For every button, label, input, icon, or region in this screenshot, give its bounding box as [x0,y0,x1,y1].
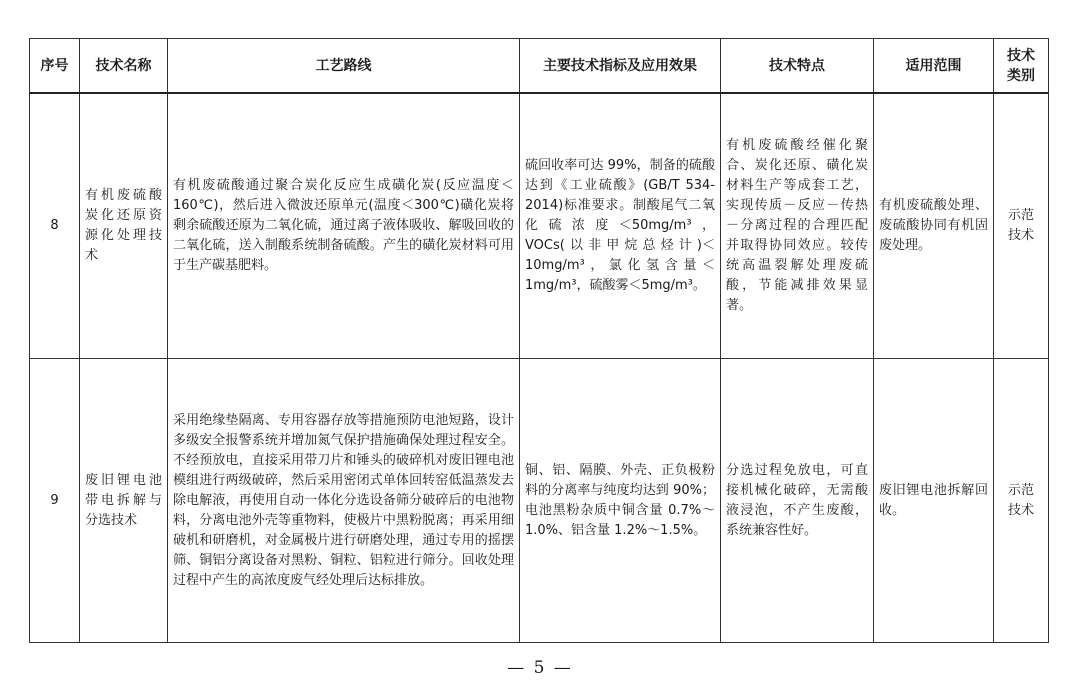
row-features: 有机废硫酸经催化聚合、炭化还原、磺化炭材料生产等成套工艺，实现传质－反应－传热－分离过程的合理匹配并取得协同效应。较传统高温裂解处理废硫酸，节能减排效果显著。 [721,93,874,359]
row-indicators: 硫回收率可达 99%，制备的硫酸达到《工业硫酸》(GB/T 534-2014)标准要求。制酸尾气二氧化硫浓度＜50mg/m³，VOCs(以非甲烷总烃计)＜10mg/m³，氯化氢含量＜1mg/m³，硫酸雾＜5mg/m³。 [520,93,721,359]
header-route: 工艺路线 [168,39,520,93]
row-tech-name: 有机废硫酸炭化还原资源化处理技术 [80,93,168,359]
row-seq: 8 [30,93,80,359]
header-category-line2: 类别 [1007,68,1035,85]
header-name: 技术名称 [80,39,168,93]
row-category-line1: 示范 [1007,207,1034,223]
header-features: 技术特点 [721,39,874,93]
row-category-line1: 示范 [1007,482,1034,498]
row-process-route: 采用绝缘垫隔离、专用容器存放等措施预防电池短路，设计多级安全报警系统并增加氮气保护措施确保处理过程安全。不经预放电，直接采用带刀片和锤头的破碎机对废旧锂电池模组进行两级破碎，然后采用密闭式单体回转窑低温蒸发去除电解液，再使用自动一体化分选设备筛分破碎后的电池物料，分离电池外壳等重物料，使极片中黑粉脱离；再采用细破机和研磨机，对金属极片进行研磨处理，通过专用的摇摆筛、铜铝分离设备对黑粉、铜粒、铝粒进行筛分。回收处理过程中产生的高浓度废气经处理后达标排放。 [168,359,520,643]
row-tech-name: 废旧锂电池带电拆解与分选技术 [80,359,168,643]
row-category-line2: 技术 [1007,227,1034,243]
header-category [994,39,1049,93]
row-scope: 有机废硫酸处理、废硫酸协同有机固废处理。 [874,93,994,359]
row-category-line2: 技术 [1007,502,1034,518]
row-seq: 9 [30,359,80,643]
row-features: 分选过程免放电，可直接机械化破碎，无需酸液浸泡，不产生废酸，系统兼容性好。 [721,359,874,643]
table-row [30,359,1049,643]
header-scope: 适用范围 [874,39,994,93]
row-indicators: 铜、铝、隔膜、外壳、正负极粉料的分离率与纯度均达到 90%；电池黑粉杂质中铜含量 0.7%～1.0%、铝含量 1.2%～1.5%。 [520,359,721,643]
row-category [994,359,1049,643]
row-category [994,93,1049,359]
table-row [30,93,1049,359]
header-category-line1: 技术 [1007,48,1035,65]
page-number: — 5 — [507,658,573,678]
header-seq: 序号 [30,39,80,93]
row-process-route: 有机废硫酸通过聚合炭化反应生成磺化炭(反应温度＜160℃)，然后进入微波还原单元(温度＜300℃)磺化炭将剩余硫酸还原为二氧化硫，通过离子液体吸收、解吸回收的二氧化硫，送入制酸系统制备硫酸。产生的磺化炭材料可用于生产碳基肥料。 [168,93,520,359]
technology-table [29,38,1049,643]
header-indicators: 主要技术指标及应用效果 [520,39,721,93]
row-scope: 废旧锂电池拆解回收。 [874,359,994,643]
header-row [30,39,1049,93]
